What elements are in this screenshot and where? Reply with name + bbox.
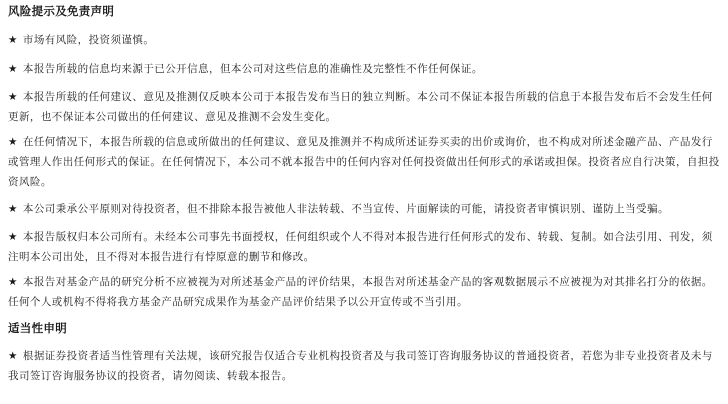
star-bullet-icon: ★ xyxy=(8,350,18,362)
star-bullet-icon: ★ xyxy=(8,63,18,75)
disclaimer-item xyxy=(8,132,720,192)
section-title-suitability: 适当性申明 xyxy=(8,321,67,335)
disclaimer-item-text: 本报告所载的任何建议、意见及推测仅反映本公司于本报告发布当日的独立判断。本公司不保证本报告所载的信息于本报告发布后不会发生任何更新，也不保证本公司做出的任何建议、意见及推测不会发生变化。 xyxy=(8,91,713,123)
disclaimer-item xyxy=(8,30,720,50)
disclaimer-item-text: 本报告版权归本公司所有。未经本公司事先书面授权，任何组织或个人不得对本报告进行任何形式的发布、转载、复制。如合法引用、刊发，须注明本公司出处，且不得对本报告进行有悖原意的删节和修改。 xyxy=(8,231,713,263)
disclaimer-item xyxy=(8,87,720,127)
suitability-item-text: 根据证券投资者适当性管理有关法规，该研究报告仅适合专业机构投资者及与我司签订咨询服务协议的普通投资者，若您为非专业投资者及未与我司签订咨询服务协议的投资者，请勿阅读、转载本报告。 xyxy=(8,350,713,382)
disclaimer-item xyxy=(8,59,720,79)
disclaimer-item xyxy=(8,272,720,312)
star-bullet-icon: ★ xyxy=(8,34,18,46)
star-bullet-icon: ★ xyxy=(8,91,18,103)
disclaimer-item xyxy=(8,199,720,219)
section-title-risk-disclaimer: 风险提示及免责声明 xyxy=(8,4,115,18)
star-bullet-icon: ★ xyxy=(8,231,18,243)
suitability-item xyxy=(8,346,720,386)
disclaimer-item-text: 市场有风险，投资须谨慎。 xyxy=(22,34,155,46)
disclaimer-item xyxy=(8,227,720,267)
disclaimer-item-text: 本报告所载的信息均来源于已公开信息，但本公司对这些信息的准确性及完整性不作任何保证。 xyxy=(22,63,483,75)
disclaimer-item-text: 本公司秉承公平原则对待投资者，但不排除本报告被他人非法转载、不当宣传、片面解读的可能，请投资者审慎识别、谨防上当受骗。 xyxy=(22,203,669,215)
disclaimer-item-text: 在任何情况下，本报告所载的信息或所做出的任何建议、意见及推测并不构成所述证券买卖的出价或询价，也不构成对所述金融产品、产品发行或管理人作出任何形式的保证。在任何情况下，本公司不就本报告中的任何内容对任何投资做出任何形式的承诺或担保。投资者应自行决策，自担投资风险。 xyxy=(8,136,720,188)
star-bullet-icon: ★ xyxy=(8,136,18,148)
disclaimer-item-text: 本报告对基金产品的研究分析不应被视为对所述基金产品的评价结果，本报告对所述基金产品的客观数据展示不应被视为对其排名打分的依据。任何个人或机构不得将我方基金产品研究成果作为基金产品评价结果予以公开宣传或不当引用。 xyxy=(8,276,713,308)
star-bullet-icon: ★ xyxy=(8,203,18,215)
star-bullet-icon: ★ xyxy=(8,276,18,288)
